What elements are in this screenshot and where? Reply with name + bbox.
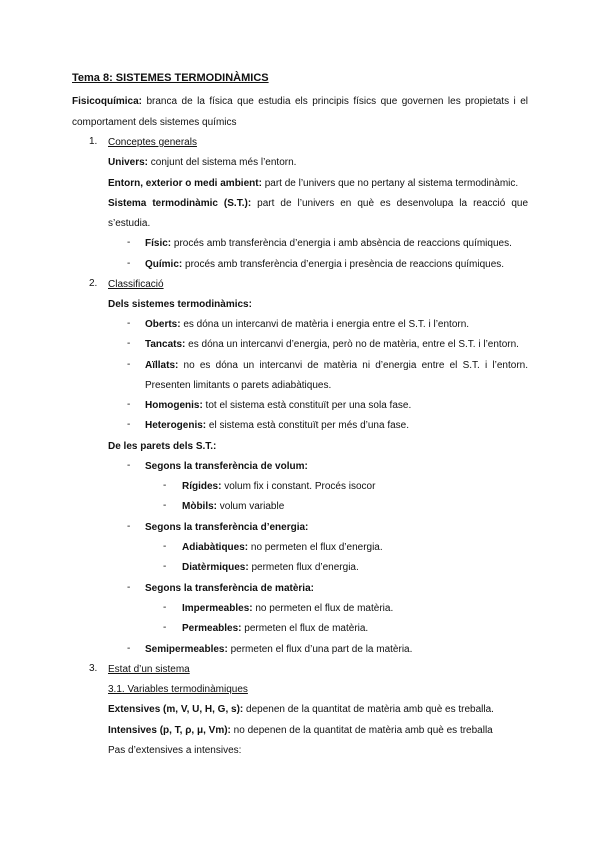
- volum-heading: Segons la transferència de volum:: [145, 461, 308, 472]
- bullet-dash: -: [127, 237, 131, 248]
- homogenis-line: [145, 399, 411, 413]
- adiabatiques-def: no permeten el flux d’energia.: [248, 542, 383, 553]
- quimic-line: [145, 258, 504, 272]
- adiabatiques-term: Adiabàtiques:: [182, 542, 249, 553]
- page-title: Tema 8: SISTEMES TERMODINÀMICS: [72, 72, 269, 84]
- bullet-dash: -: [127, 521, 131, 532]
- diatermiques-term: Diatèrmiques:: [182, 562, 249, 573]
- bullet-dash: -: [127, 460, 131, 471]
- aillats-line-1: [145, 359, 528, 373]
- oberts-term: Oberts:: [145, 319, 181, 330]
- semipermeables-term: Semipermeables:: [145, 644, 228, 655]
- bullet-dash: -: [127, 399, 131, 410]
- bullet-dash: -: [163, 622, 167, 633]
- energia-heading: Segons la transferència d’energia:: [145, 522, 309, 533]
- bullet-dash: -: [163, 480, 167, 491]
- univers-def: conjunt del sistema més l’entorn.: [148, 157, 297, 168]
- section-3-heading: Estat d’un sistema: [108, 664, 190, 675]
- quimic-def: procés amb transferència d’energia i presència de reaccions químiques.: [182, 259, 505, 270]
- entorn-line: [108, 177, 518, 191]
- intro-term: Fisicoquímica:: [72, 96, 143, 107]
- extensives-term: Extensives (m, V, U, H, G, s):: [108, 704, 244, 715]
- materia-heading: Segons la transferència de matèria:: [145, 583, 314, 594]
- bullet-dash: -: [127, 258, 131, 269]
- subheading-parets: De les parets dels S.T.:: [108, 441, 217, 452]
- pas-line: Pas d’extensives a intensives:: [108, 745, 242, 756]
- intro-line-2: comportament dels sistemes químics: [72, 117, 237, 128]
- adiabatiques-line: [182, 541, 383, 555]
- entorn-term: Entorn, exterior o medi ambient:: [108, 178, 262, 189]
- section-1-number: 1.: [89, 136, 98, 147]
- st-line-1: [108, 197, 528, 211]
- mobils-line: [182, 500, 284, 514]
- homogenis-def: tot el sistema està constituït per una sola fase.: [202, 400, 412, 411]
- section-3-number: 3.: [89, 663, 98, 674]
- semipermeables-line: [145, 643, 412, 657]
- bullet-dash: -: [163, 561, 167, 572]
- tancats-line: [145, 338, 519, 352]
- heterogenis-line: [145, 419, 409, 433]
- homogenis-term: Homogenis:: [145, 400, 203, 411]
- bullet-dash: -: [127, 338, 131, 349]
- rigides-line: [182, 480, 375, 494]
- aillats-def-1: no es dóna un intercanvi de matèria ni d’energia entre el S.T. i l’entorn.: [178, 360, 528, 371]
- impermeables-term: Impermeables:: [182, 603, 253, 614]
- entorn-def: part de l’univers que no pertany al sistema termodinàmic.: [261, 178, 519, 189]
- fisic-term: Físic:: [145, 238, 172, 249]
- impermeables-def: no permeten el flux de matèria.: [252, 603, 394, 614]
- intro-line-1: [72, 95, 528, 109]
- impermeables-line: [182, 602, 393, 616]
- bullet-dash: -: [127, 643, 131, 654]
- extensives-line: [108, 703, 494, 717]
- heterogenis-def: el sistema està constituït per més d’una fase.: [206, 420, 410, 431]
- rigides-term: Rígides:: [182, 481, 222, 492]
- section-2-number: 2.: [89, 278, 98, 289]
- tancats-term: Tancats:: [145, 339, 186, 350]
- section-1-heading: Conceptes generals: [108, 137, 197, 148]
- st-term: Sistema termodinàmic (S.T.):: [108, 198, 252, 209]
- bullet-dash: -: [163, 602, 167, 613]
- bullet-dash: -: [163, 541, 167, 552]
- oberts-line: [145, 318, 469, 332]
- intensives-def: no depenen de la quantitat de matèria amb què es treballa: [230, 725, 493, 736]
- quimic-term: Químic:: [145, 259, 183, 270]
- fisic-line: [145, 237, 512, 251]
- intensives-line: [108, 724, 493, 738]
- oberts-def: es dóna un intercanvi de matèria i energia entre el S.T. i l’entorn.: [180, 319, 470, 330]
- univers-line: [108, 156, 296, 170]
- aillats-line-2: Presenten limitants o parets adiabàtiques.: [145, 380, 332, 391]
- intro-def-1: branca de la física que estudia els principis físics que governen les propietats i el: [142, 96, 528, 107]
- diatermiques-line: [182, 561, 359, 575]
- extensives-def: depenen de la quantitat de matèria amb què es treballa.: [243, 704, 494, 715]
- mobils-def: volum variable: [217, 501, 285, 512]
- fisic-def: procés amb transferència d’energia i amb absència de reaccions químiques.: [171, 238, 512, 249]
- subheading-sistemes: Dels sistemes termodinàmics:: [108, 299, 252, 310]
- rigides-def: volum fix i constant. Procés isocor: [221, 481, 376, 492]
- tancats-def: es dóna un intercanvi d’energia, però no de matèria, entre el S.T. i l’entorn.: [185, 339, 519, 350]
- diatermiques-def: permeten flux d’energia.: [248, 562, 359, 573]
- aillats-term: Aïllats:: [145, 360, 179, 371]
- semipermeables-def: permeten el flux d’una part de la matèria.: [227, 644, 413, 655]
- st-def-1: part de l’univers en què es desenvolupa la reacció que: [251, 198, 529, 209]
- permeables-line: [182, 622, 368, 636]
- intensives-term: Intensives (p, T, ρ, μ, Vm):: [108, 725, 231, 736]
- section-2-heading: Classificació: [108, 279, 164, 290]
- bullet-dash: -: [127, 419, 131, 430]
- st-line-2: s’estudia.: [108, 218, 151, 229]
- bullet-dash: -: [127, 359, 131, 370]
- permeables-def: permeten el flux de matèria.: [241, 623, 369, 634]
- univers-term: Univers:: [108, 157, 149, 168]
- mobils-term: Mòbils:: [182, 501, 217, 512]
- heterogenis-term: Heterogenis:: [145, 420, 207, 431]
- bullet-dash: -: [163, 500, 167, 511]
- bullet-dash: -: [127, 318, 131, 329]
- bullet-dash: -: [127, 582, 131, 593]
- subsection-variables: 3.1. Variables termodinàmiques: [108, 684, 248, 695]
- permeables-term: Permeables:: [182, 623, 242, 634]
